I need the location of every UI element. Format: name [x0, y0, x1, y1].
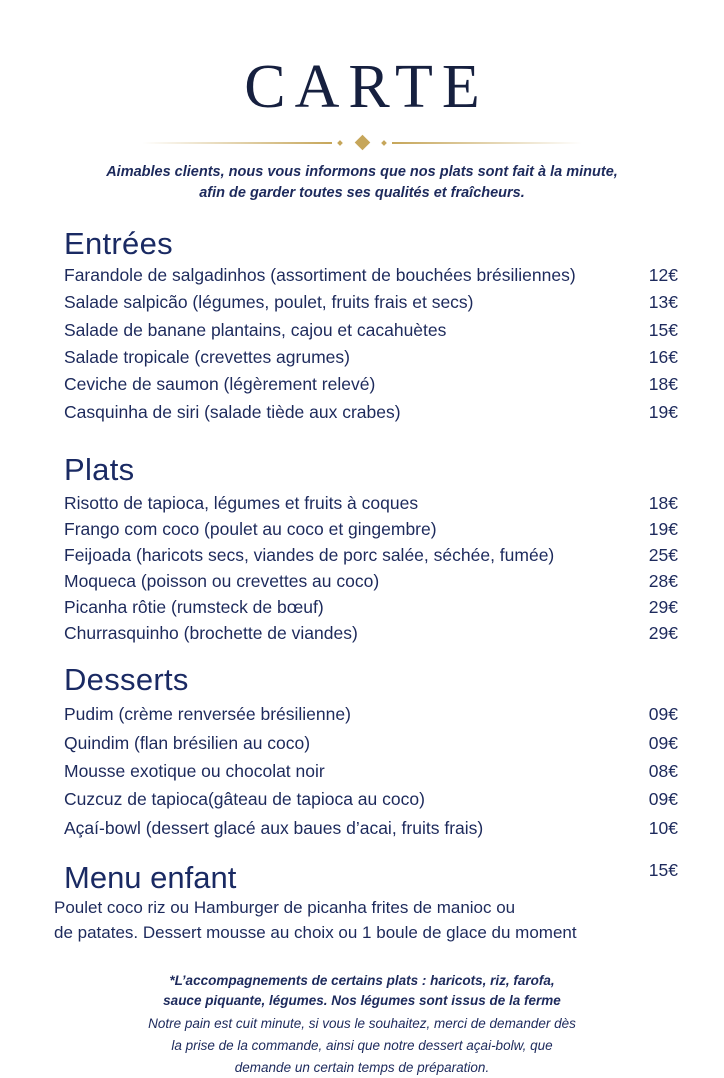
section-kids-menu: [46, 860, 678, 945]
page-title: CARTE: [244, 53, 489, 121]
footer-line-4: la prise de la commande, ainsi que notre dessert açai-bolw, que: [171, 1037, 553, 1053]
menu-header: [46, 0, 678, 204]
menu-item: [46, 371, 678, 398]
intro-line-1: Aimables clients, nous vous informons que nos plats sont fait à la minute,: [106, 164, 618, 180]
menu-item: [46, 594, 678, 620]
menu-item: [46, 785, 678, 813]
menu-item-list-entrees: [46, 262, 678, 426]
menu-item-price: 16€: [648, 346, 678, 367]
menu-item-name: Pudim (crème renversée brésilienne): [64, 704, 351, 725]
menu-item-price: 29€: [648, 623, 678, 644]
menu-item-price: 10€: [648, 817, 678, 838]
menu-item-name: Picanha rôtie (rumsteck de bœuf): [64, 597, 324, 618]
menu-item-name: Mousse exotique ou chocolat noir: [64, 760, 325, 781]
menu-item: [46, 700, 678, 728]
menu-item: [46, 490, 678, 516]
menu-item: [46, 729, 678, 757]
section-plats: [46, 452, 678, 646]
footer-notes: [46, 971, 678, 1078]
section-desserts: [46, 662, 678, 842]
menu-item-price: 15€: [648, 319, 678, 340]
menu-item-price: 19€: [648, 518, 678, 539]
section-title-plats: Plats: [64, 451, 135, 487]
kids-menu-description: [46, 896, 678, 945]
divider-dot-left: [337, 140, 343, 146]
menu-item-price: 18€: [648, 492, 678, 513]
menu-item: [46, 542, 678, 568]
footer-line-1: *L’accompagnements de certains plats : haricots, riz, farofa,: [169, 973, 555, 989]
menu-item-name: Cuzcuz de tapioca(gâteau de tapioca au coco): [64, 789, 425, 810]
menu-item: [46, 516, 678, 542]
menu-item-price: 08€: [648, 760, 678, 781]
menu-item-price: 19€: [648, 401, 678, 422]
section-title-desserts: Desserts: [64, 662, 189, 698]
menu-item-list-plats: [46, 490, 678, 646]
menu-item-price: 09€: [648, 732, 678, 753]
menu-item-name: Quindim (flan brésilien au coco): [64, 732, 311, 753]
menu-item-list-desserts: [46, 700, 678, 842]
intro-line-2: afin de garder toutes ses qualités et fraîcheurs.: [199, 185, 525, 202]
menu-item-price: 28€: [648, 571, 678, 591]
menu-item-name: Churrasquinho (brochette de viandes): [64, 623, 358, 644]
menu-item-price: 09€: [648, 789, 678, 810]
footer-line-5: demande un certain temps de préparation.: [234, 1060, 490, 1076]
divider-diamond-icon: [354, 135, 370, 151]
ornament-divider: [142, 134, 582, 152]
menu-item-name: Casquinha de siri (salade tiède aux crabes): [64, 401, 401, 422]
menu-item-price: 12€: [648, 265, 678, 286]
menu-item-name: Farandole de salgadinhos (assortiment de bouchées brésiliennes): [64, 265, 576, 286]
menu-item: [46, 814, 678, 842]
menu-item-name: Frango com coco (poulet au coco et gingembre): [64, 518, 437, 539]
menu-item: [46, 399, 678, 426]
kids-menu-description-line-2: de patates. Dessert mousse au choix ou 1 boule de glace du moment: [54, 922, 577, 942]
section-title-entrees: Entrées: [64, 226, 173, 262]
menu-item-name: Açaí-bowl (dessert glacé aux baues d’acai, fruits frais): [64, 817, 484, 838]
menu-item: [46, 568, 678, 594]
menu-item-name: Ceviche de saumon (légèrement relevé): [64, 374, 376, 395]
menu-item: [46, 620, 678, 646]
menu-item: [46, 344, 678, 371]
menu-item: [46, 289, 678, 316]
section-title-kids-menu: Menu enfant: [64, 859, 237, 895]
menu-item-price: 09€: [648, 704, 678, 725]
menu-item-price: 18€: [648, 374, 678, 395]
kids-menu-description-line-1: Poulet coco riz ou Hamburger de picanha frites de manioc ou: [54, 897, 516, 917]
menu-item: [46, 757, 678, 785]
divider-bar-right: [392, 142, 582, 144]
menu-item-name: Salade salpicão (légumes, poulet, fruits frais et secs): [64, 292, 474, 313]
intro-text: [72, 162, 652, 204]
menu-item-price: 29€: [648, 597, 678, 618]
kids-menu-header: [46, 860, 678, 896]
menu-item-name: Feijoada (haricots secs, viandes de porc salée, séchée, fumée): [64, 544, 555, 565]
kids-menu-price: 15€: [648, 859, 678, 880]
menu-item-price: 13€: [648, 292, 678, 313]
footer-line-2: sauce piquante, légumes. Nos légumes sont issus de la ferme: [163, 993, 561, 1009]
menu-item-price: 25€: [648, 544, 678, 565]
divider-bar-left: [142, 142, 332, 144]
section-entrees: [46, 226, 678, 426]
menu-item: [46, 262, 678, 289]
divider-dot-right: [381, 140, 387, 146]
menu-item-name: Salade tropicale (crevettes agrumes): [64, 346, 350, 367]
footer-line-3: Notre pain est cuit minute, si vous le souhaitez, merci de demander dès: [148, 1015, 576, 1031]
menu-item-name: Salade de banane plantains, cajou et cacahuètes: [64, 319, 447, 340]
menu-item: [46, 317, 678, 344]
menu-item-name: Moqueca (poisson ou crevettes au coco): [64, 571, 380, 591]
menu-item-name: Risotto de tapioca, légumes et fruits à coques: [64, 492, 419, 513]
